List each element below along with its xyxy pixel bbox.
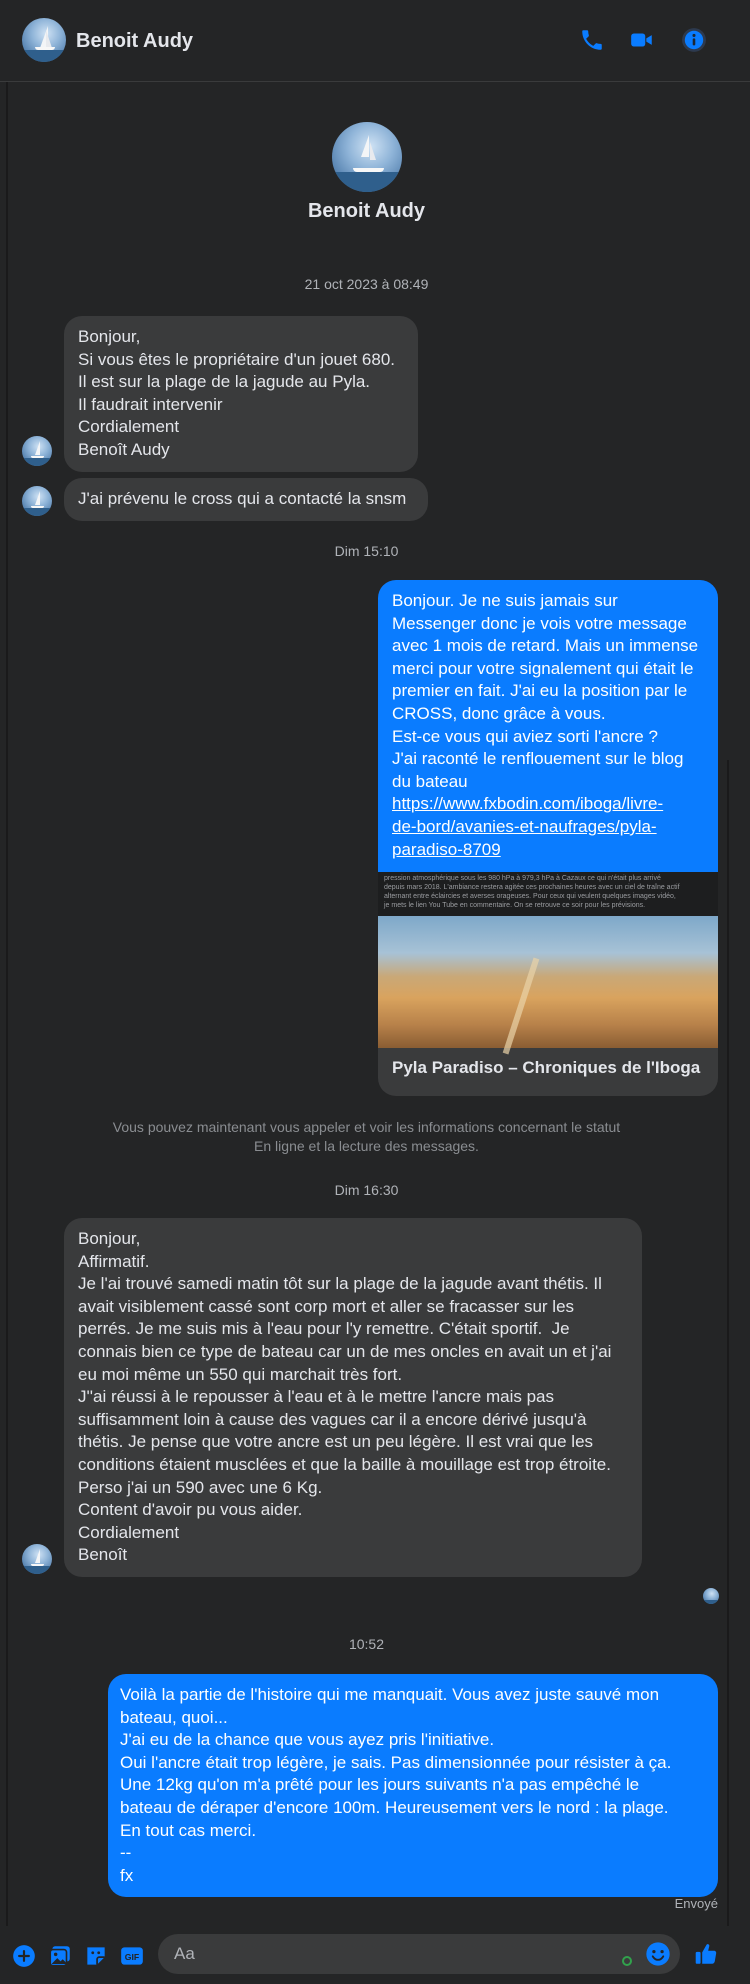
message-line: En tout cas merci. xyxy=(120,1820,257,1840)
message-line: Benoît Audy xyxy=(78,439,170,459)
message-line: Cordialement xyxy=(78,1522,180,1542)
thumbs-up-icon xyxy=(693,1941,719,1967)
message-line: J''ai réussi à le repousser à l'eau et à le mettre l'ancre mais pas xyxy=(78,1387,554,1407)
message-line: du bateau xyxy=(392,771,468,791)
like-button[interactable] xyxy=(692,1940,720,1968)
timestamp: 21 oct 2023 à 08:49 xyxy=(304,276,429,292)
message-line: Voilà la partie de l'histoire qui me manquait. Vous avez juste sauvé mon xyxy=(120,1685,660,1704)
video-call-button[interactable] xyxy=(626,24,658,56)
message-line: avec 1 mois de retard. Mais un immense xyxy=(392,636,699,656)
image-icon xyxy=(47,1943,73,1969)
link-preview-card[interactable] xyxy=(378,872,718,1096)
photo-button[interactable] xyxy=(46,1942,74,1970)
message-line: Bonjour. Je ne suis jamais sur xyxy=(392,591,618,610)
message-line: Je l'ai trouvé samedi matin tôt sur la plage de la jagude avant thétis. Il xyxy=(78,1274,602,1294)
message-line: suffisamment loin à cause des vagues car il a encore dérivé jusqu'à xyxy=(78,1409,587,1429)
conversation-info-button[interactable] xyxy=(678,24,710,56)
grammar-check-indicator xyxy=(622,1956,632,1966)
blog-link[interactable]: https://www.fxbodin.com/iboga/livre- xyxy=(392,794,664,814)
sender-avatar[interactable] xyxy=(22,486,52,516)
profile-avatar[interactable] xyxy=(332,122,402,192)
snippet-line: je mets le lien You Tube en commentaire. On se retrouve ce soir pour les prévisions. xyxy=(384,902,646,909)
profile-name: Benoit Audy xyxy=(307,200,426,222)
message-line: Affirmatif. xyxy=(78,1251,150,1271)
more-actions-button[interactable] xyxy=(10,1942,38,1970)
blog-link[interactable]: paradiso-8709 xyxy=(392,839,501,859)
message-line: bateau, quoi... xyxy=(120,1707,228,1727)
right-edge-divider xyxy=(727,760,729,1984)
message-line: Si vous êtes le propriétaire d'un jouet 680. xyxy=(78,349,395,369)
snippet-line: alternant entre éclaircies et averses orageuses. Pour ceux qui veulent quelques images vidéo, xyxy=(384,893,676,900)
info-icon xyxy=(681,27,707,53)
sender-avatar[interactable] xyxy=(22,436,52,466)
plus-circle-icon xyxy=(11,1943,37,1969)
incoming-message[interactable] xyxy=(64,316,418,472)
preview-snippet xyxy=(378,872,718,916)
message-line: eu moi même un 550 qui marchait très fort. xyxy=(78,1364,403,1384)
preview-title: Pyla Paradiso – Chroniques de l'Iboga xyxy=(392,1058,701,1077)
message-line: Messenger donc je vois votre message xyxy=(392,613,687,633)
message-line: J'ai prévenu le cross qui a contacté la snsm xyxy=(78,489,407,508)
message-line: avait visiblement cassé sont corp mort et aller se fracasser sur les xyxy=(78,1296,575,1316)
outgoing-message[interactable] xyxy=(378,580,718,873)
message-line: perrés. Je me suis mis à l'eau pour l'y remettre. C'était sportif. Je xyxy=(78,1319,570,1339)
incoming-message[interactable] xyxy=(64,1218,642,1577)
message-line: Bonjour, xyxy=(78,327,141,346)
message-composer xyxy=(0,1926,750,1984)
message-line: Cordialement xyxy=(78,417,180,437)
message-line: Perso j'ai un 590 avec une 6 Kg. xyxy=(78,1477,323,1497)
conversation-header xyxy=(0,0,750,82)
svg-text:GIF: GIF xyxy=(124,1951,140,1962)
gif-icon xyxy=(119,1943,145,1969)
emoji-icon[interactable] xyxy=(644,1940,672,1968)
snippet-line: pression atmosphérique sous les 980 hPa à 979,3 hPa à Cazaux ce qui n'était plus arrivé xyxy=(384,875,661,882)
message-line: Il est sur la plage de la jagude au Pyla. xyxy=(78,372,371,392)
message-line: fx xyxy=(120,1865,134,1885)
message-line: Il faudrait intervenir xyxy=(78,394,223,414)
message-line: CROSS, donc grâce à vous. xyxy=(392,703,606,723)
message-line: conditions étaient musclées et que la baille à mouillage est trop étroite. xyxy=(78,1454,611,1474)
sticker-button[interactable] xyxy=(82,1942,110,1970)
timestamp: Dim 16:30 xyxy=(334,1182,399,1198)
message-line: Content d'avoir pu vous aider. xyxy=(78,1500,303,1520)
phone-icon xyxy=(579,27,605,53)
message-line: J'ai raconté le renflouement sur le blog xyxy=(392,749,684,769)
timestamp: 10:52 xyxy=(348,1636,385,1652)
timestamp: Dim 15:10 xyxy=(334,543,399,559)
read-receipt-avatar xyxy=(703,1588,719,1604)
message-line: Bonjour, xyxy=(78,1229,141,1248)
preview-image xyxy=(378,916,718,1048)
message-line: Oui l'ancre était trop légère, je sais. Pas dimensionnée pour résister à ça. xyxy=(120,1752,672,1772)
message-line: Une 12kg qu'on m'a prêté pour les jours suivants n'a pas empêché le xyxy=(120,1775,640,1795)
message-line: J'ai eu de la chance que vous ayez pris l'initiative. xyxy=(120,1730,495,1750)
contact-name[interactable]: Benoit Audy xyxy=(76,30,194,52)
audio-call-button[interactable] xyxy=(576,24,608,56)
sticker-icon xyxy=(83,1943,109,1969)
video-camera-icon xyxy=(629,27,655,53)
sender-avatar[interactable] xyxy=(22,1544,52,1574)
message-line: -- xyxy=(120,1843,132,1863)
snippet-line: depuis mars 2018. L'ambiance restera agitée ces prochaines heures avec un ciel de traîne actif xyxy=(384,884,680,891)
message-input-placeholder: Aa xyxy=(174,1944,195,1963)
message-input[interactable] xyxy=(158,1934,680,1974)
message-line: Benoît xyxy=(78,1545,128,1565)
message-line: bateau de déraper d'encore 100m. Heureusement vers le nord : la plage. xyxy=(120,1797,669,1817)
system-info-message: Vous pouvez maintenant vous appeler et voir les informations concernant le statut En ligne et la lecture des messages. xyxy=(112,1119,621,1154)
message-line: Est-ce vous qui aviez sorti l'ancre ? xyxy=(392,726,658,746)
message-line: connais bien ce type de bateau car un de mes oncles en avait un et j'ai xyxy=(78,1341,612,1361)
message-line: thétis. Je pense que votre ancre est un peu légère. Il est vrai que les xyxy=(78,1432,594,1452)
sent-status: Envoyé xyxy=(674,1896,718,1911)
blog-link[interactable]: de-bord/avanies-et-naufrages/pyla- xyxy=(392,816,657,836)
left-edge-divider xyxy=(6,0,8,1984)
message-line: premier en fait. J'ai eu la position par le xyxy=(392,681,688,701)
gif-button[interactable] xyxy=(118,1942,146,1970)
message-line: merci pour votre signalement qui était le xyxy=(392,658,694,678)
incoming-message[interactable] xyxy=(64,478,428,521)
contact-avatar[interactable] xyxy=(22,18,66,62)
outgoing-message[interactable] xyxy=(108,1674,718,1897)
